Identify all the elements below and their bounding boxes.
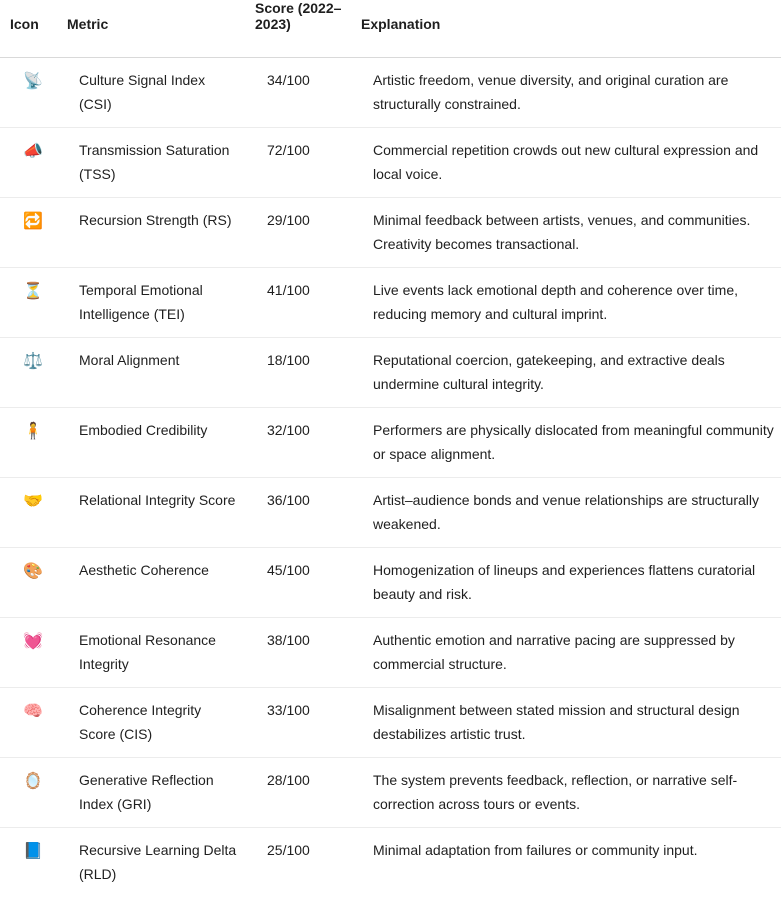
metric-name: Temporal Emotional Intelligence (TEI) bbox=[79, 282, 203, 322]
hourglass-icon: ⏳ bbox=[23, 281, 43, 300]
table-row bbox=[0, 548, 781, 618]
table-row bbox=[0, 828, 781, 897]
table-row bbox=[0, 408, 781, 478]
metric-explanation: Minimal adaptation from failures or community input. bbox=[373, 842, 698, 858]
metric-explanation: Performers are physically dislocated from meaningful community or space alignment. bbox=[373, 422, 774, 462]
metric-explanation: Minimal feedback between artists, venues, and communities. Creativity becomes transactional. bbox=[373, 212, 751, 252]
megaphone-icon: 📣 bbox=[23, 141, 43, 160]
metric-name: Moral Alignment bbox=[79, 352, 180, 368]
metric-explanation: Reputational coercion, gatekeeping, and extractive deals undermine cultural integrity. bbox=[373, 352, 725, 392]
metric-explanation: Commercial repetition crowds out new cultural expression and local voice. bbox=[373, 142, 759, 182]
metric-explanation: Artistic freedom, venue diversity, and original curation are structurally constrained. bbox=[373, 72, 729, 112]
metric-score: 34/100 bbox=[267, 72, 310, 88]
metric-name: Recursive Learning Delta (RLD) bbox=[79, 842, 237, 882]
metric-name: Relational Integrity Score bbox=[79, 492, 236, 508]
repeat-arrows-icon: 🔁 bbox=[23, 211, 43, 230]
metric-explanation: Artist–audience bonds and venue relationships are structurally weakened. bbox=[373, 492, 760, 532]
table-row bbox=[0, 688, 781, 758]
table-header bbox=[0, 0, 781, 58]
metric-score: 36/100 bbox=[267, 492, 310, 508]
table-body bbox=[0, 58, 781, 897]
table-row bbox=[0, 198, 781, 268]
brain-icon: 🧠 bbox=[23, 701, 43, 720]
header-metric: Metric bbox=[67, 16, 109, 32]
standing-person-icon: 🧍 bbox=[23, 421, 43, 440]
metric-explanation: The system prevents feedback, reflection, or narrative self-correction across tours or events. bbox=[373, 772, 738, 812]
growing-heart-icon: 💓 bbox=[23, 631, 43, 650]
metric-score: 38/100 bbox=[267, 632, 310, 648]
metric-score: 25/100 bbox=[267, 842, 310, 858]
header-score: Score (2022–2023) bbox=[255, 0, 342, 32]
header-icon: Icon bbox=[10, 16, 39, 32]
blue-book-icon: 📘 bbox=[23, 841, 43, 860]
balance-scale-icon: ⚖️ bbox=[23, 351, 43, 370]
metric-name: Coherence Integrity Score (CIS) bbox=[79, 702, 202, 742]
satellite-antenna-icon: 📡 bbox=[23, 71, 43, 90]
table-row bbox=[0, 58, 781, 128]
metric-name: Recursion Strength (RS) bbox=[79, 212, 232, 228]
metric-score: 72/100 bbox=[267, 142, 310, 158]
metric-name: Generative Reflection Index (GRI) bbox=[79, 772, 214, 812]
metric-score: 45/100 bbox=[267, 562, 310, 578]
metric-name: Transmission Saturation (TSS) bbox=[79, 142, 230, 182]
metric-score: 29/100 bbox=[267, 212, 310, 228]
metric-score: 41/100 bbox=[267, 282, 310, 298]
metric-name: Emotional Resonance Integrity bbox=[79, 632, 216, 672]
metric-name: Aesthetic Coherence bbox=[79, 562, 209, 578]
metric-score: 33/100 bbox=[267, 702, 310, 718]
table-row bbox=[0, 478, 781, 548]
metric-explanation: Homogenization of lineups and experiences flattens curatorial beauty and risk. bbox=[373, 562, 756, 602]
table-row bbox=[0, 338, 781, 408]
metric-score: 28/100 bbox=[267, 772, 310, 788]
mirror-icon: 🪞 bbox=[23, 771, 43, 790]
table-row bbox=[0, 618, 781, 688]
table-row bbox=[0, 758, 781, 828]
handshake-icon: 🤝 bbox=[23, 491, 43, 510]
table-row bbox=[0, 268, 781, 338]
artist-palette-icon: 🎨 bbox=[23, 561, 43, 580]
metric-name: Embodied Credibility bbox=[79, 422, 208, 438]
table-row bbox=[0, 128, 781, 198]
metric-explanation: Misalignment between stated mission and structural design destabilizes artistic trust. bbox=[373, 702, 740, 742]
metric-explanation: Live events lack emotional depth and coherence over time, reducing memory and cultural imprint. bbox=[373, 282, 738, 322]
metric-score: 18/100 bbox=[267, 352, 310, 368]
metric-score: 32/100 bbox=[267, 422, 310, 438]
metric-explanation: Authentic emotion and narrative pacing are suppressed by commercial structure. bbox=[373, 632, 735, 672]
header-explanation: Explanation bbox=[361, 16, 441, 32]
metric-name: Culture Signal Index (CSI) bbox=[79, 72, 206, 112]
